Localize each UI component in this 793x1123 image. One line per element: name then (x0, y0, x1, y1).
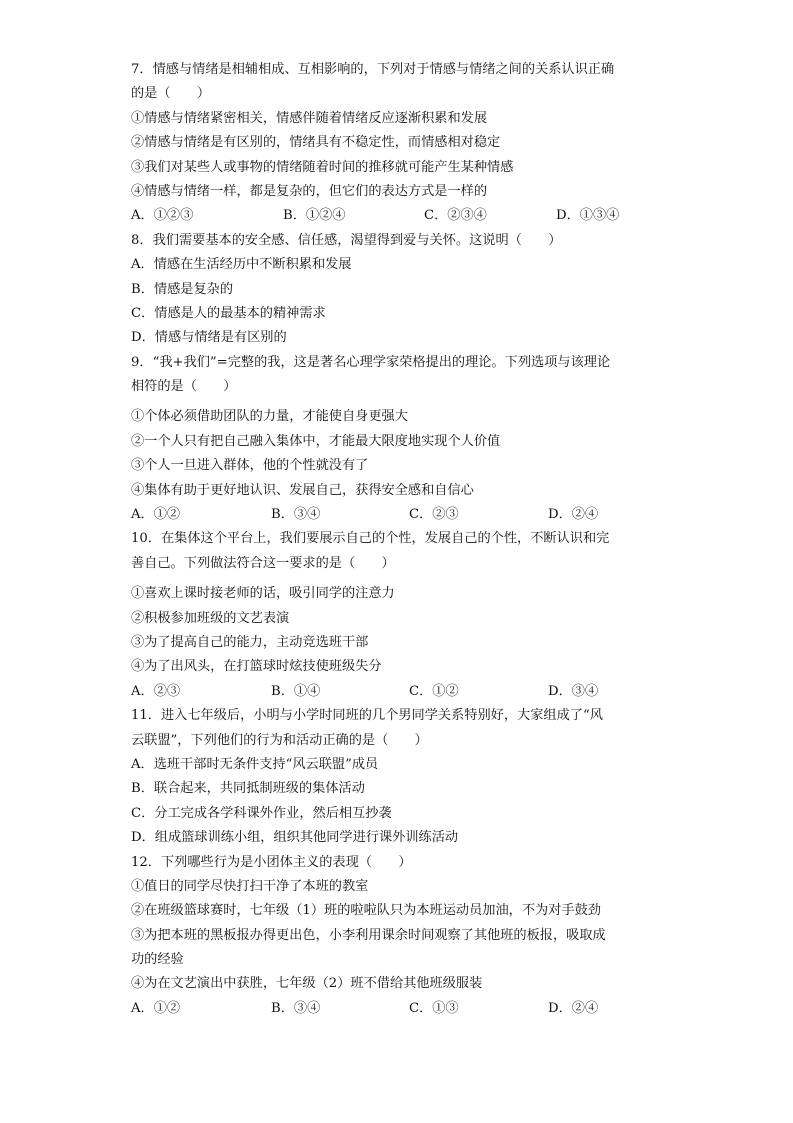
exam-page (131, 58, 671, 1021)
question-stem: 9．“我+我们”=完整的我，这是著名心理学家荣格提出的理论。下列选项与该理论 (131, 354, 611, 370)
statement: ③个人一旦进入群体，他的个性就没有了 (131, 458, 369, 474)
question-stem: 7．情感与情绪是相辅相成、互相影响的，下列对于情感与情绪之间的关系认识正确 (131, 62, 615, 77)
question-stem: 相符的是（ ） (131, 379, 237, 395)
question-11 (131, 704, 671, 850)
option-row (131, 997, 671, 1021)
option-d[interactable]: D．②④ (548, 1000, 599, 1016)
statement: ①喜欢上课时接老师的话，吸引同学的注意力 (131, 586, 395, 602)
option-a[interactable]: A．①② (131, 507, 181, 523)
option-c[interactable]: C．①② (409, 683, 459, 699)
question-stem: 的是（ ） (131, 86, 211, 102)
option-d[interactable]: D．情感与情绪是有区别的 (131, 330, 287, 346)
option-row (131, 503, 671, 527)
option-b[interactable]: B．③④ (271, 1000, 321, 1016)
question-stem: 11．进入七年级后，小明与小学时同班的几个男同学关系特别好，大家组成了“风 (131, 708, 603, 724)
question-stem: 云联盟”，下列他们的行为和活动正确的是（ ） (131, 732, 428, 748)
option-c[interactable]: C．②③ (409, 507, 459, 523)
question-stem: 10．在集体这个平台上，我们要展示自己的个性，发展自己的个性，不断认识和完 (131, 531, 610, 547)
option-b[interactable]: B．①②④ (283, 208, 346, 224)
question-stem: 12．下列哪些行为是小团体主义的表现（ ） (131, 854, 412, 870)
option-c[interactable]: C．情感是人的最基本的精神需求 (131, 305, 326, 321)
option-b[interactable]: B．③④ (271, 507, 321, 523)
statement: ④情感与情绪一样，都是复杂的，但它们的表达方式是一样的 (131, 183, 488, 199)
statement: ①情感与情绪紧密相关，情感伴随着情绪反应逐渐积累和发展 (131, 110, 488, 126)
option-a[interactable]: A．情感在生活经历中不断积累和发展 (131, 257, 352, 273)
option-d[interactable]: D．②④ (548, 507, 599, 523)
statement: ③为了提高自己的能力，主动竞选班干部 (131, 634, 369, 650)
statement: ①值日的同学尽快打扫干净了本班的教室 (131, 878, 369, 894)
statement: ③为把本班的黑板报办得更出色，小李利用课余时间观察了其他班的板报，吸取成 (131, 927, 606, 943)
option-b[interactable]: B．联合起来，共同抵制班级的集体活动 (131, 781, 365, 797)
option-d[interactable]: D．①③④ (556, 208, 620, 224)
option-row (131, 204, 671, 228)
question-8 (131, 229, 671, 351)
statement: ③我们对某些人或事物的情绪随着时间的推移就可能产生某种情感 (131, 159, 514, 175)
statement: ①个体必须借助团队的力量，才能使自身更强大 (131, 409, 408, 425)
option-c[interactable]: C．②③④ (424, 208, 487, 224)
statement: ④集体有助于更好地认识、发展自己，获得安全感和自信心 (131, 482, 474, 498)
question-12 (131, 851, 671, 1022)
option-a[interactable]: A．①② (131, 1000, 181, 1016)
statement: ②情感与情绪是有区别的，情绪具有不稳定性，而情感相对稳定 (131, 135, 501, 151)
statement: ②在班级篮球赛时，七年级（1）班的啦啦队只为本班运动员加油，不为对手鼓劲 (131, 903, 601, 919)
option-a[interactable]: A．①②③ (131, 208, 194, 224)
statement: 功的经验 (131, 952, 184, 968)
option-c[interactable]: C．①③ (409, 1000, 459, 1016)
option-a[interactable]: A．选班干部时无条件支持“风云联盟”成员 (131, 756, 379, 772)
option-a[interactable]: A．②③ (131, 683, 181, 699)
question-7 (131, 58, 671, 229)
option-row (131, 680, 671, 704)
statement: ②积极参加班级的文艺表演 (131, 610, 290, 626)
question-stem: 善自己。下列做法符合这一要求的是（ ） (131, 555, 395, 571)
option-b[interactable]: B．情感是复杂的 (131, 281, 234, 297)
statement: ④为了出风头，在打篮球时炫技使班级失分 (131, 659, 382, 675)
question-stem: 8．我们需要基本的安全感、信任感，渴望得到爱与关怀。这说明（ ） (131, 232, 562, 248)
option-c[interactable]: C．分工完成各学科课外作业，然后相互抄袭 (131, 805, 392, 821)
option-d[interactable]: D．组成篮球训练小组，组织其他同学进行课外训练活动 (131, 830, 459, 846)
option-d[interactable]: D．③④ (548, 683, 599, 699)
statement: ④为在文艺演出中获胜，七年级（2）班不借给其他班级服装 (131, 976, 483, 992)
question-10 (131, 527, 671, 704)
statement: ②一个人只有把自己融入集体中，才能最大限度地实现个人价值 (131, 433, 501, 449)
question-9 (131, 351, 671, 528)
option-b[interactable]: B．①④ (271, 683, 321, 699)
